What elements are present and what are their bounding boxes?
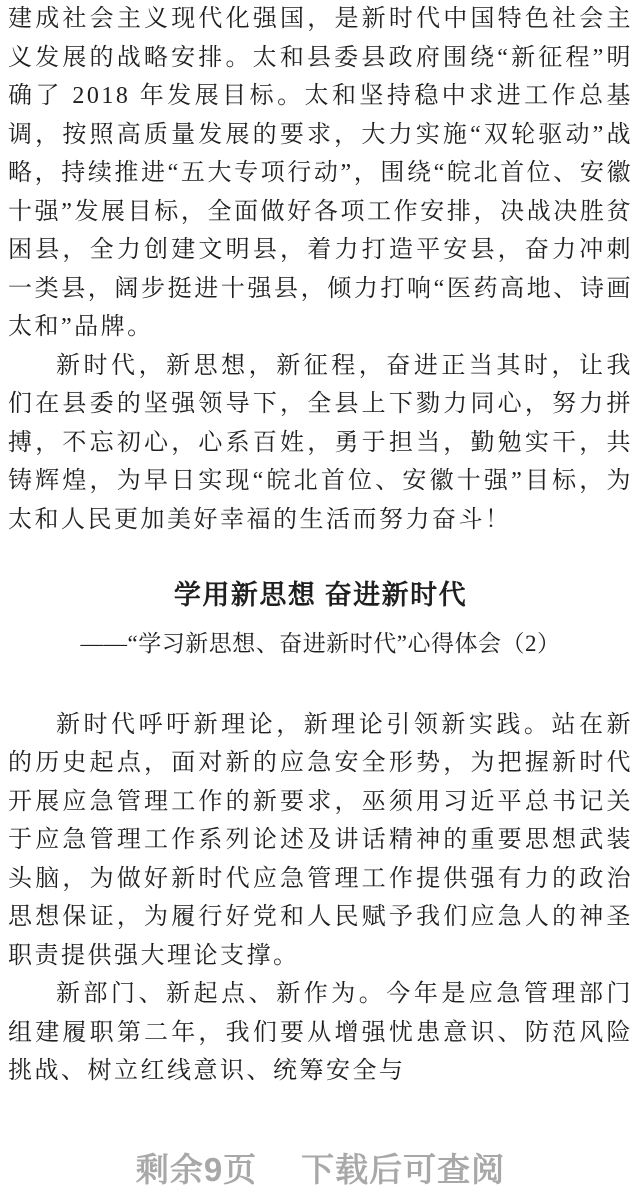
remaining-pages-banner	[8, 1149, 633, 1191]
remaining-pages-label: 剩余9页	[135, 1150, 258, 1188]
body-paragraph-4: 新部门、新起点、新作为。今年是应急管理部门组建履职第二年，我们要从增强忧患意识、防范风险挑战、树立红线意识、统筹安全与	[8, 981, 633, 1084]
download-hint-label: 下载后可查阅	[301, 1150, 506, 1188]
body-paragraph-1: 建成社会主义现代化强国，是新时代中国特色社会主义发展的战略安排。太和县委县政府围绕“新征程”明确了 2018 年发展目标。太和坚持稳中求进工作总基调，按照高质量发展的要求，大力实施“双轮驱动”战略，持续推进“五大专项行动”，围绕“皖北首位、安徽十强”发展目标，全面做好各项工作安排，决战决胜贫困县，全力创建文明县，着力打造平安县，奋力冲刺一类县，阔步挺进十强县，倾力打响“医药高地、诗画太和”品牌。	[8, 6, 633, 340]
essay-subtitle: ——“学习新思想、奋进新时代”心得体会（2）	[80, 631, 561, 656]
body-paragraph-2: 新时代，新思想，新征程，奋进正当其时，让我们在县委的坚强领导下，全县上下勠力同心，努力拼搏，不忘初心，心系百姓，勇于担当，勤勉实干，共铸辉煌，为早日实现“皖北首位、安徽十强”目标，为太和人民更加美好幸福的生活而努力奋斗！	[8, 352, 633, 533]
essay-title: 学用新思想 奋进新时代	[173, 580, 468, 610]
body-paragraph-3: 新时代呼吁新理论，新理论引领新实践。站在新的历史起点，面对新的应急安全形势，为把握新时代开展应急管理工作的新要求，巫须用习近平总书记关于应急管理工作系列论述及讲话精神的重要思想武装头脑，为做好新时代应急管理工作提供强有力的政治思想保证，为履行好党和人民赋予我们应急人的神圣职责提供强大理论支撑。	[8, 711, 633, 969]
